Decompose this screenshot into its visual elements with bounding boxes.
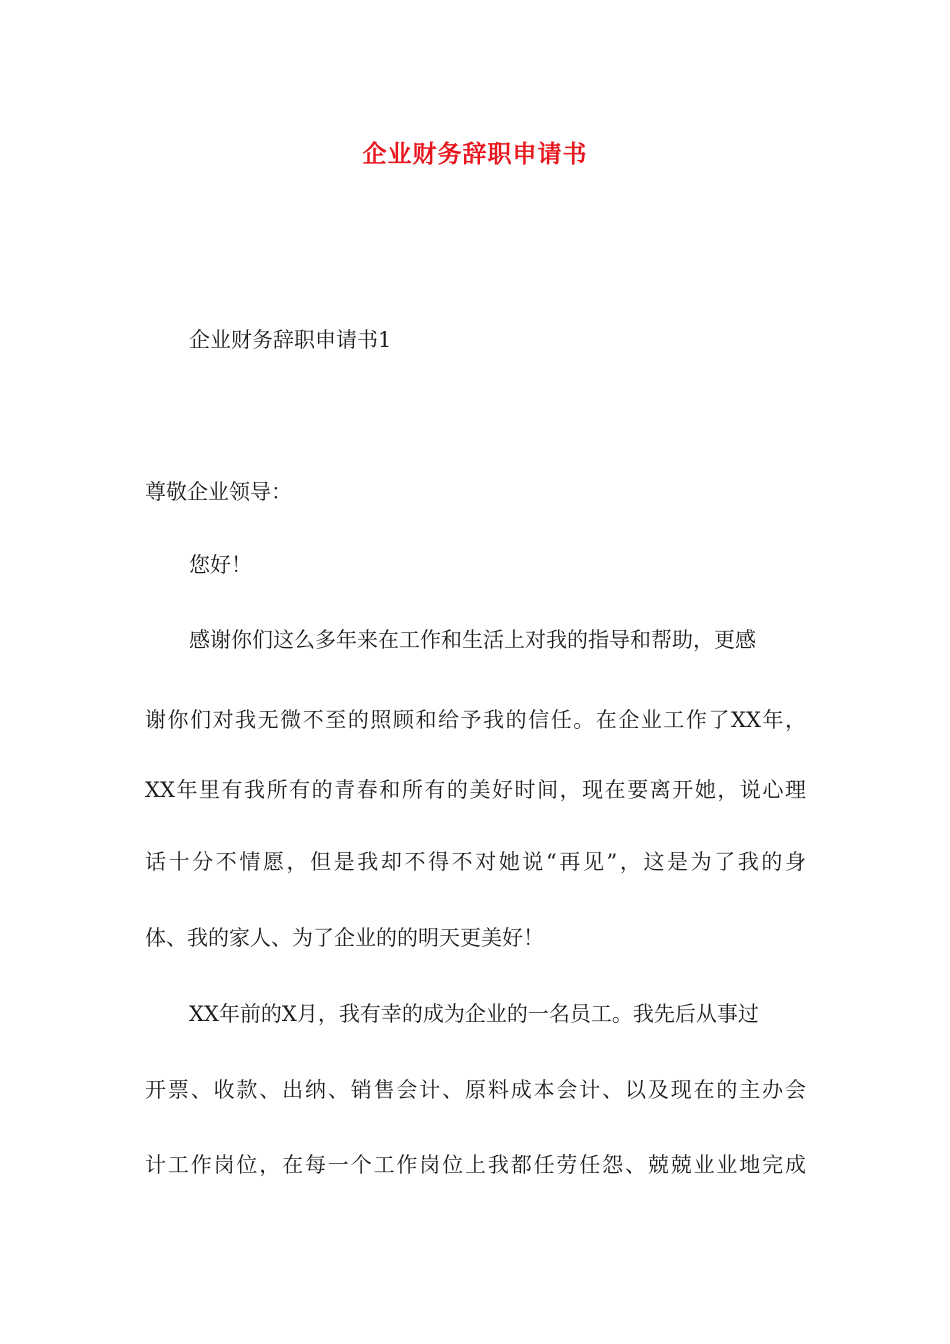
section-heading: 企业财务辞职申请书1 (189, 328, 392, 352)
paragraph-line: XX年里有我所有的青春和所有的美好时间，现在要离开她，说心理 (145, 778, 806, 802)
salutation: 尊敬企业领导： (145, 480, 292, 504)
greeting: 您好！ (189, 553, 252, 577)
paragraph-line: 体、我的家人、为了企业的的明天更美好！ (145, 926, 544, 950)
document-title: 企业财务辞职申请书 (362, 140, 588, 168)
paragraph-line: 谢你们对我无微不至的照顾和给予我的信任。在企业工作了XX年， (145, 708, 806, 732)
paragraph-line: XX年前的X月，我有幸的成为企业的一名员工。我先后从事过 (189, 1002, 759, 1026)
paragraph-line: 感谢你们这么多年来在工作和生活上对我的指导和帮助，更感 (189, 628, 756, 652)
paragraph-line: 话十分不情愿，但是我却不得不对她说“再见”，这是为了我的身 (145, 850, 806, 874)
paragraph-line: 计工作岗位，在每一个工作岗位上我都任劳任怨、兢兢业业地完成 (145, 1153, 806, 1177)
paragraph-line: 开票、收款、出纳、销售会计、原料成本会计、以及现在的主办会 (145, 1078, 806, 1102)
